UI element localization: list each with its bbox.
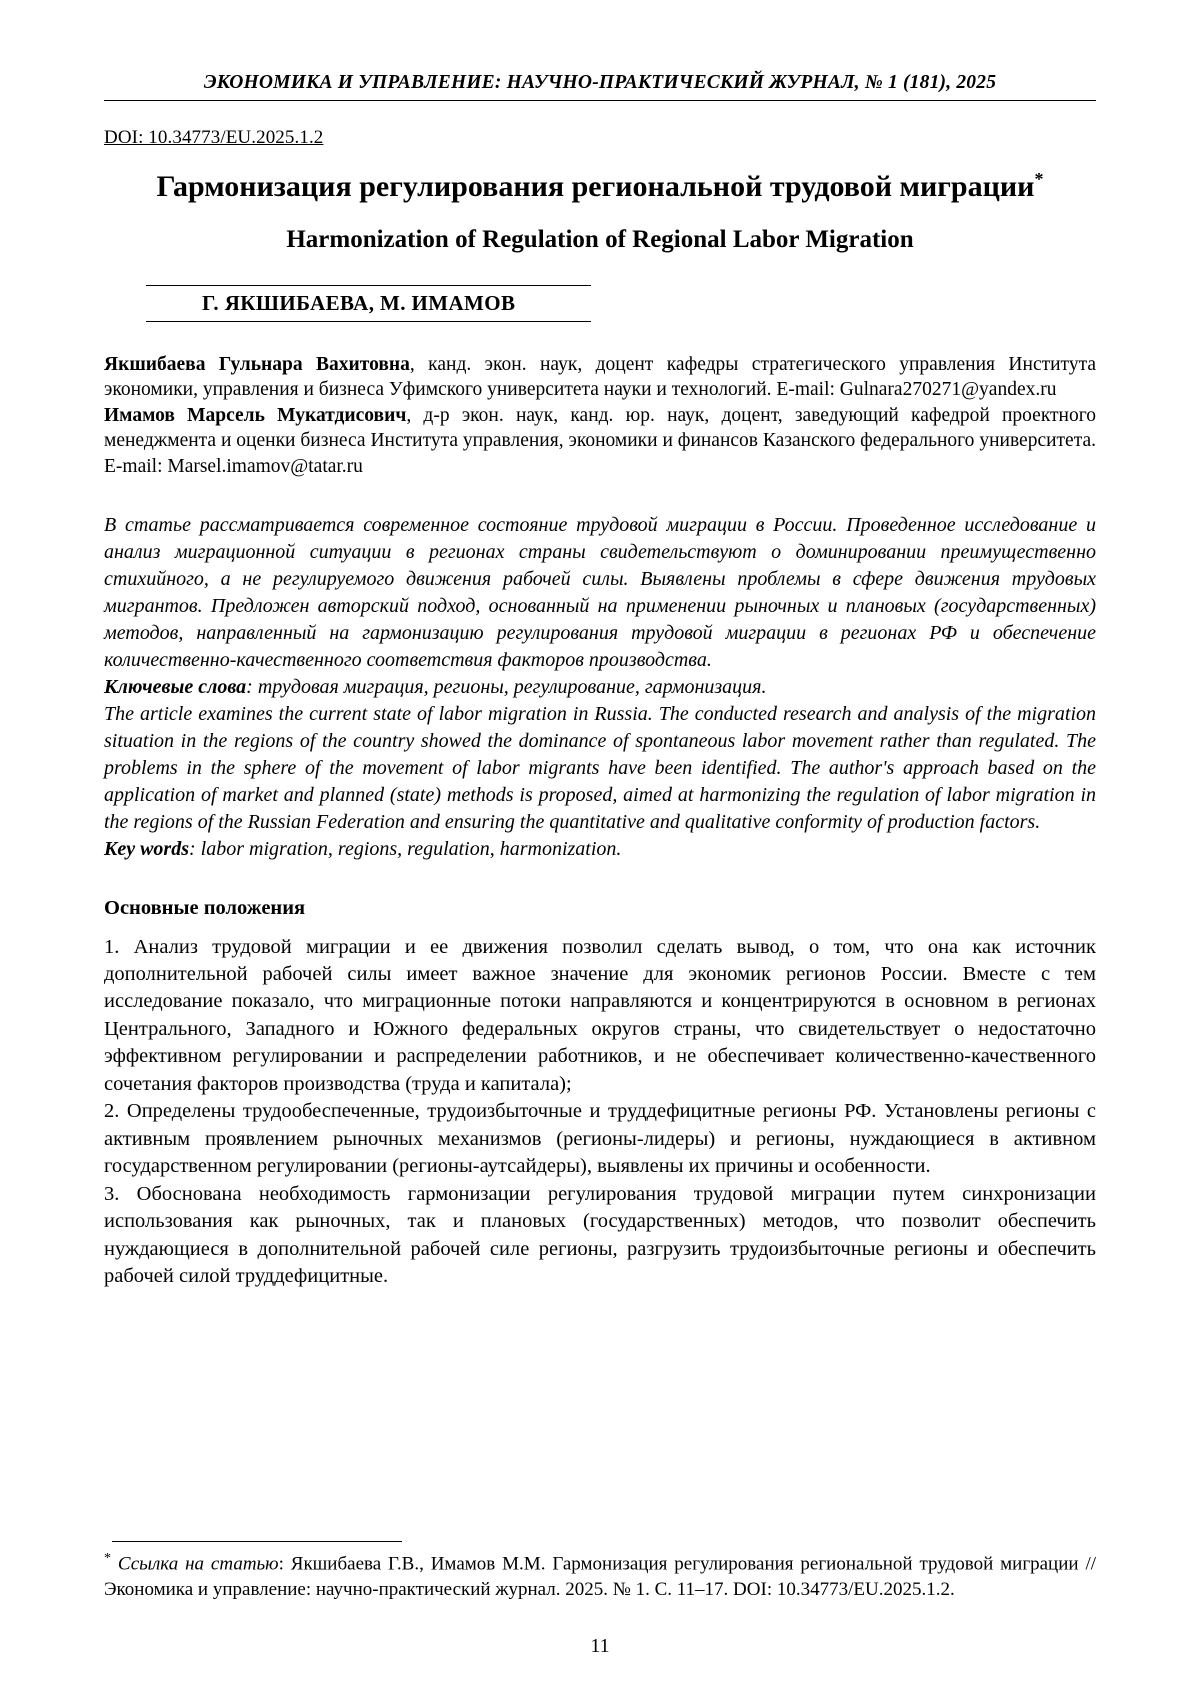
affiliation-author-1-text: , канд. экон. наук, доцент кафедры стратегического управления Института экономики, управления и бизнеса Уфимского университета науки и технологий. E-mail: Gulnara270271@yandex.ru [104,353,1096,401]
abstract-en: The article examines the current state of labor migration in Russia. The conducted research and analysis of the migration situation in the regions of the country showed the dominance of spontaneous labor movement rather than regulated. The problems in the sphere of the movement of labor migrants have been identified. The author's approach based on the application of market and planned (state) methods is proposed, aimed at harmonizing the regulation of labor migration in the regions of the Russian Federation and ensuring the quantitative and qualitative conformity of production factors. [104,702,1096,833]
abstract-block [104,512,1096,863]
footnote-label: Ссылка на статью [117,1553,279,1575]
keywords-en [104,836,1096,863]
page-title-ru [104,169,1096,206]
affiliation-author-2-text: , д-р экон. наук, канд. юр. наук, доцент, заведующий кафедрой проектного менеджмента и оценки бизнеса Института управления, экономики и финансов Казанского федерального университета. E-mail: Marsel.imamov@tatar.ru [104,404,1097,477]
abstract-ru: В статье рассматривается современное состояние трудовой миграции в России. Проведенное исследование и анализ миграционной ситуации в регионах страны свидетельствуют о доминировании преимущественно стихийного, а не регулируемого движения рабочей силы. Выявлены проблемы в сфере движения трудовых мигрантов. Предложен авторский подход, основанный на применении рыночных и плановых (государственных) методов, направленный на гармонизацию регулирования трудовой миграции в регионах РФ и обеспечение количественно-качественного соответствия факторов производства. [104,513,1096,671]
footnote-marker: * [104,1551,111,1567]
section-heading-main-points: Основные положения [104,896,306,919]
affiliation-author-1-name: Якшибаева Гульнара Вахитовна [104,353,410,375]
authors-block [104,285,1096,322]
footnote-text: : Якшибаева Г.В., Имамов М.М. Гармонизация регулирования региональной трудовой миграции // Экономика и управление: научно-практический журнал. 2025. № 1. С. 11–17. DOI: 10.34773/EU.2025.1.2. [104,1553,1097,1600]
doi-line[interactable]: DOI: 10.34773/EU.2025.1.2 [104,127,324,148]
affiliation-author-2 [104,403,1096,480]
affiliation-author-2-name: Имамов Марсель Мукатдисович [104,404,407,426]
footnote-citation [104,1550,1096,1602]
main-point-2: 2. Определены трудообеспеченные, трудоизбыточные и труддефицитные регионы РФ. Установлены регионы с активным проявлением рыночных механизмов (регионы-лидеры) и регионы, нуждающиеся в активном государственном регулировании (регионы-аутсайдеры), выявлены их причины и особенности. [104,1100,1096,1178]
authors-names: Г. ЯКШИБАЕВА, М. ИМАМОВ [146,286,591,322]
main-point-3: 3. Обоснована необходимость гармонизации регулирования трудовой миграции путем синхронизации использования как рыночных, так и плановых (государственных) методов, что позволит обеспечить нуждающиеся в дополнительной рабочей силе регионы, разгрузить трудоизбыточные регионы и обеспечить рабочей силой труддефицитные. [104,1182,1096,1288]
page-number: 11 [590,1635,610,1657]
keywords-ru-text: : трудовая миграция, регионы, регулирование, гармонизация. [246,675,767,698]
keywords-ru-label: Ключевые слова [104,675,247,698]
affiliations-block [104,352,1096,480]
keywords-en-label: Key words [104,837,189,860]
affiliation-author-1 [104,352,1096,403]
keywords-ru [104,674,1096,701]
title-footnote-marker: * [1034,169,1044,189]
footnote-area [104,1541,1096,1602]
main-points-body [104,934,1096,1291]
running-head: ЭКОНОМИКА И УПРАВЛЕНИЕ: НАУЧНО-ПРАКТИЧЕСКИЙ ЖУРНАЛ, № 1 (181), 2025 [104,72,1096,101]
main-point-1: 1. Анализ трудовой миграции и ее движения позволил сделать вывод, о том, что она как источник дополнительной рабочей силы имеет важное значение для экономик регионов России. Вместе с тем исследование показало, что миграционные потоки направляются и концентрируются в основном в регионах Центрального, Западного и Южного федеральных округов страны, что свидетельствует о недостаточно эффективном регулировании и распределении работников, и не обеспечивает количественно-качественного сочетания факторов производства (труда и капитала); [104,935,1096,1095]
keywords-en-text: : labor migration, regions, regulation, harmonization. [189,837,622,860]
footnote-rule [112,1541,402,1542]
title-ru-text: Гармонизация регулирования региональной трудовой миграции [156,170,1035,203]
page-title-en: Harmonization of Regulation of Regional Labor Migration [286,225,914,253]
